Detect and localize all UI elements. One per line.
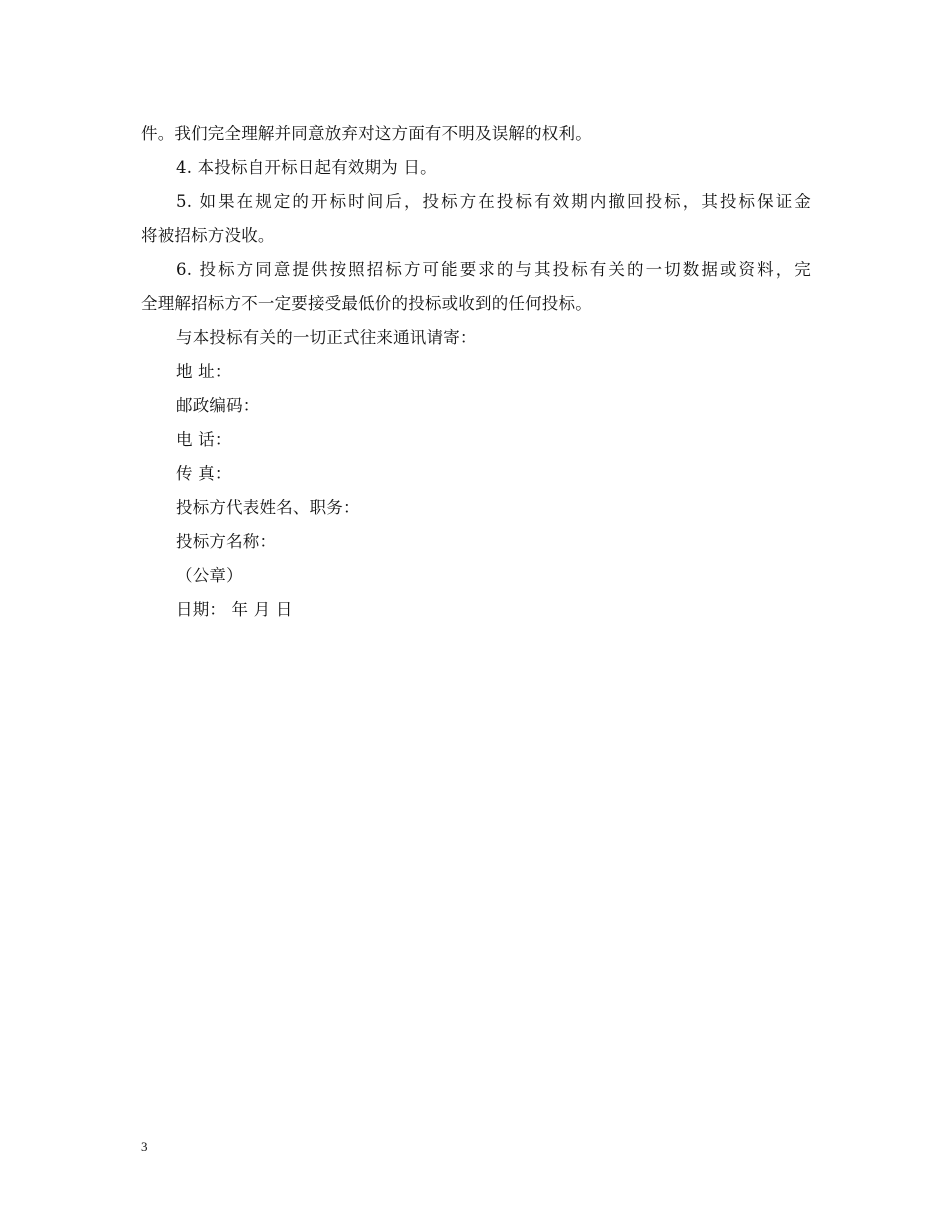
representative-field-label: 投标方代表姓名、职务： <box>176 498 360 517</box>
page-number: 3 <box>141 1139 148 1154</box>
date-field-label: 日期： 年 月 日 <box>176 600 293 619</box>
address-field-label: 地 址： <box>176 362 232 381</box>
bidder-name-field-label: 投标方名称： <box>176 532 277 551</box>
paragraph-3-continuation: 件。我们完全理解并同意放弃对这方面有不明及误解的权利。 <box>141 124 592 143</box>
phone-field-label: 电 话： <box>176 430 232 449</box>
clause-6-line-2: 全理解招标方不一定要接受最低价的投标或收到的任何投标。 <box>141 294 592 313</box>
clause-5-line-2: 将被招标方没收。 <box>141 226 275 245</box>
postal-code-field-label: 邮政编码： <box>176 396 260 415</box>
official-seal-label: （公章） <box>176 566 243 585</box>
clause-6-line-1: 6. 投标方同意提供按照招标方可能要求的与其投标有关的一切数据或资料，完 <box>176 260 811 279</box>
correspondence-intro: 与本投标有关的一切正式往来通讯请寄： <box>176 328 477 347</box>
document-body <box>141 117 811 627</box>
clause-5-line-1: 5. 如果在规定的开标时间后，投标方在投标有效期内撤回投标，其投标保证金 <box>176 192 811 211</box>
fax-field-label: 传 真： <box>176 464 232 483</box>
clause-4: 4. 本投标自开标日起有效期为 日。 <box>176 158 437 177</box>
